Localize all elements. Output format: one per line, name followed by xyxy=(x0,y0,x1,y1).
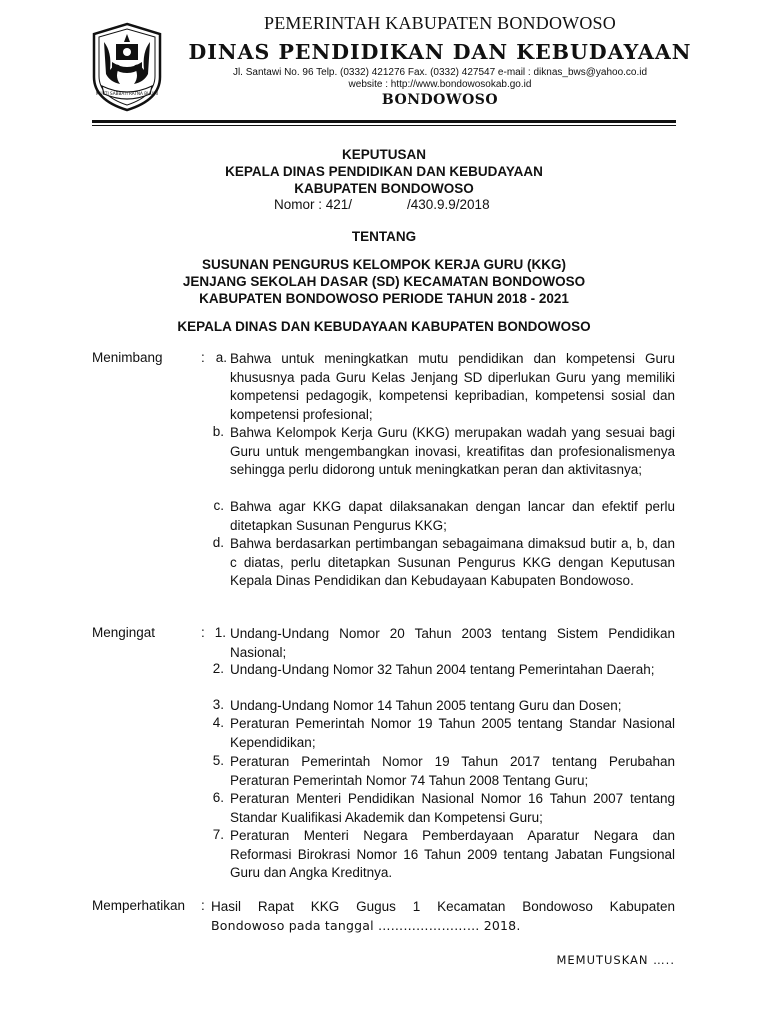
decree-heading: KEPUTUSAN xyxy=(341,147,426,162)
mengingat-item-3: Undang-Undang Nomor 14 Tahun 2005 tentang Guru dan Dosen; xyxy=(230,698,622,713)
mengingat-marker-7: 7. xyxy=(212,827,224,842)
decree-number-label: Nomor : 421/ xyxy=(274,197,353,212)
memperhatikan-colon: : xyxy=(201,898,205,913)
memperhatikan-continuation: Bondowoso pada tanggal …………………… 2018. xyxy=(211,918,521,933)
logo-ribbon-text: MUKTI SABBATI RATNA BHUMI xyxy=(95,91,159,96)
menimbang-item-b: Bahwa Kelompok Kerja Guru (KKG) merupakan wadah yang sesuai bagi Guru untuk mengembangkan inovasi, kreatifitas dan profesionalismenya sehingga perlu didorong untuk meningkatkan peran dan aktivitasnya; xyxy=(230,425,675,477)
address-line: Jl. Santawi No. 96 Telp. (0332) 421276 Fax. (0332) 427547 e-mail : diknas_bws@yahoo.co.id xyxy=(232,67,648,78)
tentang-heading: TENTANG xyxy=(351,229,417,244)
subject-line-1: SUSUNAN PENGURUS KELOMPOK KERJA GURU (KKG) xyxy=(201,257,567,272)
continued-marker: MEMUTUSKAN ….. xyxy=(556,953,675,967)
menimbang-marker-d: d. xyxy=(212,535,224,550)
menimbang-marker-b: b. xyxy=(212,424,224,439)
mengingat-colon: : xyxy=(201,625,205,640)
letterhead-rule-thick xyxy=(92,120,676,123)
decree-regency-line: KABUPATEN BONDOWOSO xyxy=(294,181,474,196)
subject-line-3: KABUPATEN BONDOWOSO PERIODE TAHUN 2018 - 2021 xyxy=(199,291,569,306)
menimbang-marker-c: c. xyxy=(213,498,224,513)
decree-number-suffix: /430.9.9/2018 xyxy=(407,197,490,212)
menimbang-label: Menimbang xyxy=(92,350,163,365)
menimbang-colon: : xyxy=(201,350,205,365)
memperhatikan-text: Hasil Rapat KKG Gugus 1 Kecamatan Bondowoso Kabupaten xyxy=(211,899,675,914)
issuer-heading: KEPALA DINAS DAN KEBUDAYAAN KABUPATEN BONDOWOSO xyxy=(177,319,591,334)
subject-line-2: JENJANG SEKOLAH DASAR (SD) KECAMATAN BONDOWOSO xyxy=(182,274,586,289)
menimbang-item-d: Bahwa berdasarkan pertimbangan sebagaimana dimaksud butir a, b, dan c diatas, perlu ditetapkan Susunan Pengurus KKG dengan Keputusan Kepala Dinas Pendidikan dan Kebudayaan Kabupaten Bondowoso. xyxy=(230,536,675,588)
letterhead-rule-thin xyxy=(92,125,676,126)
mengingat-marker-6: 6. xyxy=(212,790,224,805)
mengingat-marker-1: 1. xyxy=(214,625,226,640)
mengingat-item-7: Peraturan Menteri Negara Pemberdayaan Aparatur Negara dan Reformasi Birokrasi Nomor 16 Tahun 2009 tentang Jabatan Fungsional Guru dan Angka Kreditnya. xyxy=(230,828,675,880)
mengingat-item-1: Undang-Undang Nomor 20 Tahun 2003 tentang Sistem Pendidikan Nasional; xyxy=(230,626,675,660)
mengingat-marker-3: 3. xyxy=(212,697,224,712)
letterhead-city: BONDOWOSO xyxy=(381,92,499,108)
mengingat-item-2: Undang-Undang Nomor 32 Tahun 2004 tentang Pemerintahan Daerah; xyxy=(230,662,655,677)
mengingat-marker-5: 5. xyxy=(212,753,224,768)
mengingat-marker-4: 4. xyxy=(212,715,224,730)
memperhatikan-label: Memperhatikan xyxy=(92,898,186,913)
decree-issuer-line: KEPALA DINAS PENDIDIKAN DAN KEBUDAYAAN xyxy=(225,164,543,179)
bondowoso-coat-of-arms-logo xyxy=(90,22,164,112)
menimbang-marker-a: a. xyxy=(215,350,227,365)
website-line: website : http://www.bondowosokab.go.id xyxy=(348,79,532,90)
mengingat-label: Mengingat xyxy=(92,625,156,640)
department-name: DINAS PENDIDIKAN DAN KEBUDAYAAN xyxy=(188,40,692,64)
mengingat-marker-2: 2. xyxy=(212,661,224,676)
mengingat-item-5: Peraturan Pemerintah Nomor 19 Tahun 2017 tentang Perubahan Peraturan Pemerintah Nomor 74 Tahun 2008 Tentang Guru; xyxy=(230,754,675,788)
mengingat-item-6: Peraturan Menteri Pendidikan Nasional Nomor 16 Tahun 2007 tentang Standar Kualifikasi Akademik dan Kompetensi Guru; xyxy=(230,791,675,825)
menimbang-item-c: Bahwa agar KKG dapat dilaksanakan dengan lancar dan efektif perlu ditetapkan Susunan Pengurus KKG; xyxy=(230,499,675,533)
department-contact xyxy=(160,67,720,91)
menimbang-item-a: Bahwa untuk meningkatkan mutu pendidikan dan kompetensi Guru khususnya pada Guru Kelas Jenjang SD diperlukan Guru yang memiliki kompetensi pedagogik, kompetensi kepribadian, kompetensi sosial dan kompetensi profesional; xyxy=(230,351,675,422)
government-name: PEMERINTAH KABUPATEN BONDOWOSO xyxy=(264,13,616,33)
mengingat-item-4: Peraturan Pemerintah Nomor 19 Tahun 2005 tentang Standar Nasional Kependidikan; xyxy=(230,716,675,750)
